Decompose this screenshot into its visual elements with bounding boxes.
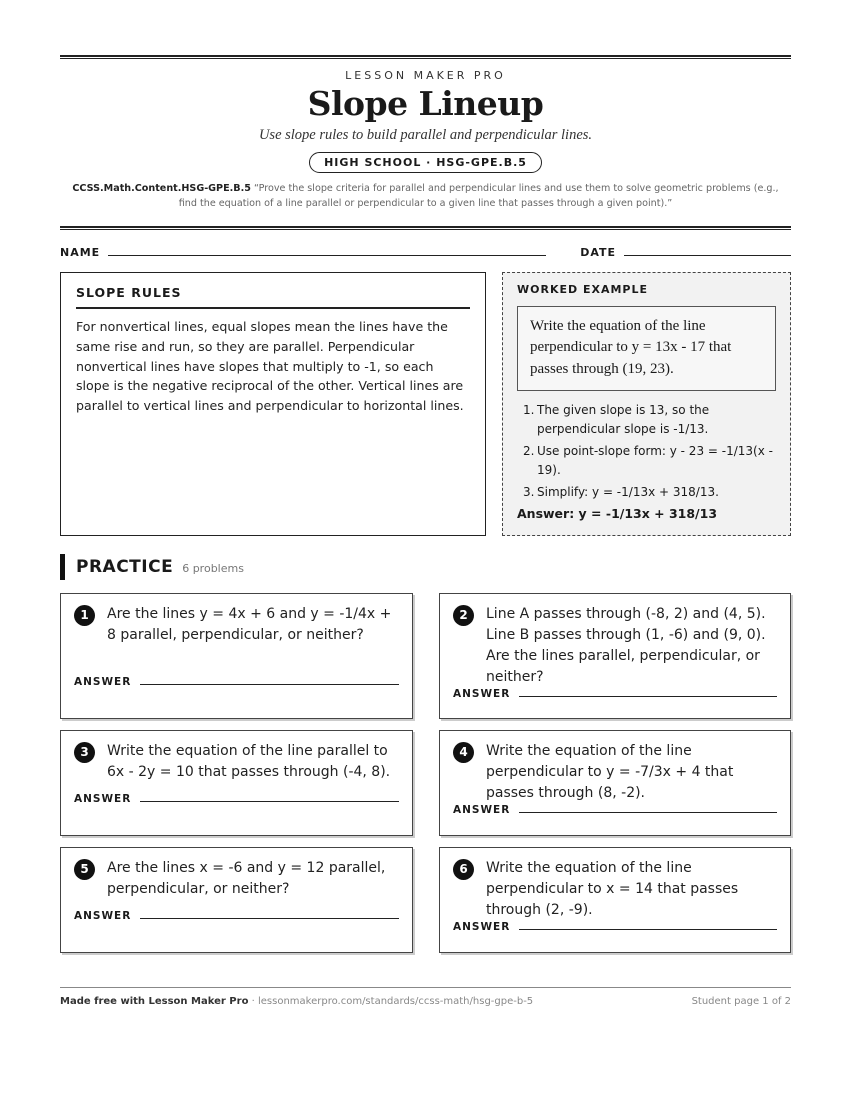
- problem-card-1: [60, 593, 413, 719]
- header-divider: [60, 226, 791, 230]
- answer-field[interactable]: [140, 918, 399, 919]
- problem-count: 6 problems: [182, 561, 244, 575]
- problem-text: Write the equation of the line perpendicular to x = 14 that passes through (2, -9).: [486, 859, 739, 918]
- date-field[interactable]: [624, 255, 791, 256]
- practice-grid: [60, 593, 791, 953]
- page-footer: [60, 987, 791, 1007]
- answer-field[interactable]: [519, 696, 777, 697]
- problem-text: Are the lines y = 4x + 6 and y = -1/4x + 8 parallel, perpendicular, or neither?: [107, 605, 392, 643]
- problem-number: 5: [74, 859, 95, 880]
- footer-made-with: Made free with Lesson Maker Pro: [60, 996, 249, 1007]
- slope-rules-box: [60, 272, 486, 536]
- problem-text: Line A passes through (-8, 2) and (4, 5). Line B passes through (1, -6) and (9, 0). Are the lines parallel, perpendicular, or neither?: [486, 605, 766, 685]
- worksheet-page: [60, 55, 791, 953]
- name-label: NAME: [60, 245, 101, 259]
- answer-field[interactable]: [140, 684, 399, 685]
- answer-label: ANSWER: [74, 909, 132, 922]
- problem-text: Are the lines x = -6 and y = 12 parallel, perpendicular, or neither?: [107, 859, 386, 897]
- footer-credit: [60, 996, 533, 1007]
- problem-card-6: [439, 847, 791, 953]
- brand-name: LESSON MAKER PRO: [345, 69, 506, 82]
- worked-example-box: [502, 272, 791, 536]
- worksheet-header: [60, 59, 791, 212]
- worked-example-question: Write the equation of the line perpendicular to y = 13x - 17 that passes through (19, 23).: [517, 306, 776, 391]
- date-label: DATE: [580, 245, 616, 259]
- slope-rules-heading: SLOPE RULES: [76, 285, 470, 309]
- problem-card-4: [439, 730, 791, 836]
- worked-example-heading: WORKED EXAMPLE: [517, 282, 648, 296]
- intro-section: [60, 272, 791, 536]
- practice-heading: [60, 554, 791, 580]
- problem-card-2: [439, 593, 791, 719]
- answer-field[interactable]: [519, 929, 777, 930]
- answer-field[interactable]: [519, 812, 777, 813]
- name-date-row: [60, 246, 791, 259]
- problem-card-5: [60, 847, 413, 953]
- problem-number: 1: [74, 605, 95, 626]
- problem-number: 2: [453, 605, 474, 626]
- standard-code: CCSS.Math.Content.HSG-GPE.B.5: [72, 183, 251, 194]
- problem-text: Write the equation of the line perpendicular to y = -7/3x + 4 that passes through (8, -2).: [486, 742, 734, 801]
- practice-title: PRACTICE: [76, 556, 174, 577]
- step-item: 3. Simplify: y = -1/13x + 318/13.: [523, 485, 719, 500]
- problem-number: 4: [453, 742, 474, 763]
- name-field[interactable]: [108, 255, 546, 256]
- page-title: Slope Lineup: [307, 84, 544, 123]
- slope-rules-text: For nonvertical lines, equal slopes mean the lines have the same rise and run, so they are parallel. Perpendicular nonvertical lines have slopes that multiply to -1, so each slope is the negative reciprocal of the other. Vertical lines are parallel to vertical lines and perpendicular to horizontal lines.: [76, 318, 464, 414]
- answer-field[interactable]: [140, 801, 399, 802]
- answer-label: ANSWER: [74, 792, 132, 805]
- standard-description: [60, 182, 791, 212]
- worked-example-answer: Answer: y = -1/13x + 318/13: [517, 505, 718, 521]
- footer-url[interactable]: · lessonmakerpro.com/standards/ccss-math/hsg-gpe-b-5: [248, 996, 534, 1007]
- problem-number: 6: [453, 859, 474, 880]
- problem-number: 3: [74, 742, 95, 763]
- answer-label: ANSWER: [453, 803, 511, 816]
- step-item: 1. The given slope is 13, so the perpendicular slope is -1/13.: [523, 402, 710, 436]
- answer-label: ANSWER: [74, 675, 132, 688]
- standard-text: “Prove the slope criteria for parallel and perpendicular lines and use them to solve geometric problems (e.g., find the equation of a line parallel or perpendicular to a given line that passes through a given point).”: [178, 183, 779, 209]
- problem-text: Write the equation of the line parallel to 6x - 2y = 10 that passes through (-4, 8).: [107, 742, 391, 780]
- page-subtitle: Use slope rules to build parallel and perpendicular lines.: [258, 127, 593, 143]
- answer-label: ANSWER: [453, 920, 511, 933]
- problem-card-3: [60, 730, 413, 836]
- grade-badge: HIGH SCHOOL · HSG-GPE.B.5: [309, 152, 542, 173]
- worked-example-steps: [517, 401, 776, 502]
- page-number: Student page 1 of 2: [691, 996, 791, 1007]
- answer-label: ANSWER: [453, 687, 511, 700]
- step-item: 2. Use point-slope form: y - 23 = -1/13(x - 19).: [523, 444, 773, 477]
